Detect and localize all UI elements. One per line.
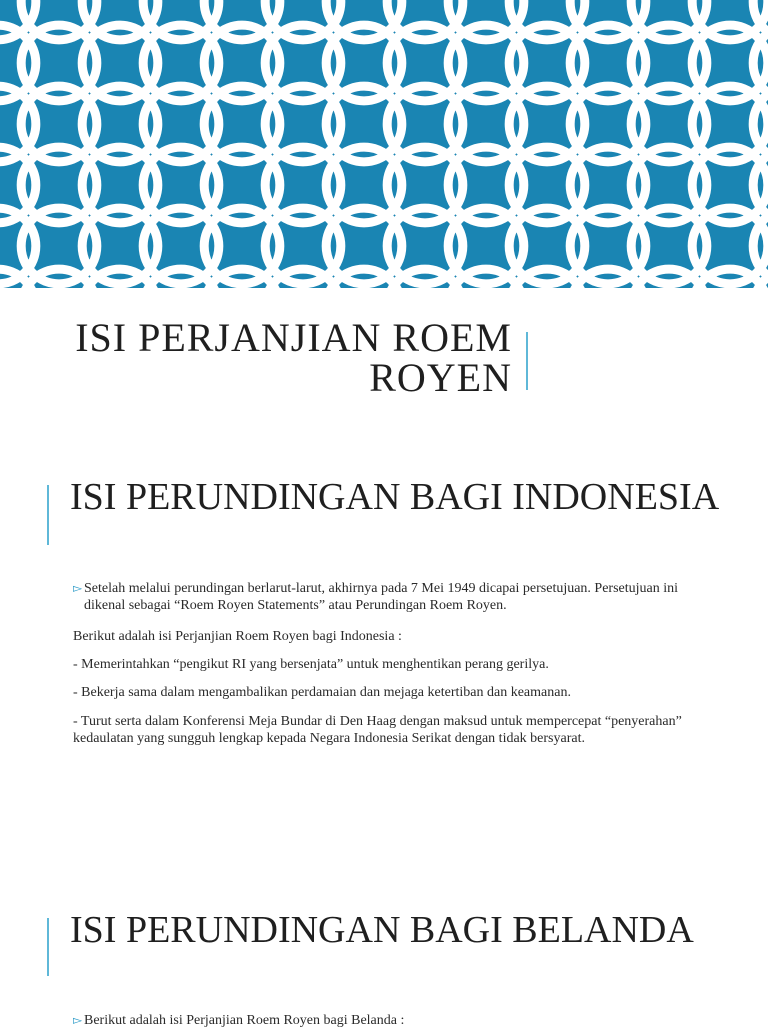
section-heading-indonesia: ISI PERUNDINGAN BAGI INDONESIA <box>70 476 720 518</box>
slide-title-block <box>0 312 768 412</box>
section-heading-belanda: ISI PERUNDINGAN BAGI BELANDA <box>70 909 694 951</box>
pattern-banner <box>0 0 768 288</box>
arrow-bullet-icon: ▻ <box>73 1013 83 1027</box>
lead-text-indonesia: Berikut adalah isi Perjanjian Roem Royen bagi Indonesia : <box>73 629 402 644</box>
bullet-intro-belanda <box>73 1012 693 1029</box>
bullet-text: Setelah melalui perundingan berlarut-larut, akhirnya pada 7 Mei 1949 dicapai persetujuan. Persetujuan ini dikenal sebagai “Roem Royen Statements” atau Perundingan Roem Royen. <box>84 581 679 613</box>
slide-title: ISI PERJANJIAN ROEM ROYEN <box>75 315 512 400</box>
arrow-bullet-icon: ▻ <box>73 581 83 595</box>
point-3: - Turut serta dalam Konferensi Meja Bundar di Den Haag dengan maksud untuk mempercepat “penyerahan” kedaulatan yang sungguh lengkap kepada Negara Indonesia Serikat dengan tidak bersyarat. <box>73 714 682 746</box>
circle-pattern <box>0 0 768 288</box>
bullet-text: Berikut adalah isi Perjanjian Roem Royen bagi Belanda : <box>84 1013 405 1028</box>
bullet-intro-indonesia <box>73 580 693 614</box>
point-1: - Memerintahkan “pengikut RI yang bersenjata” untuk menghentikan perang gerilya. <box>73 657 549 672</box>
point-2: - Bekerja sama dalam mengambalikan perdamaian dan mejaga ketertiban dan keamanan. <box>73 685 571 700</box>
title-accent-bar <box>526 332 528 390</box>
section-accent-bar <box>47 918 49 976</box>
section-accent-bar <box>47 485 49 545</box>
